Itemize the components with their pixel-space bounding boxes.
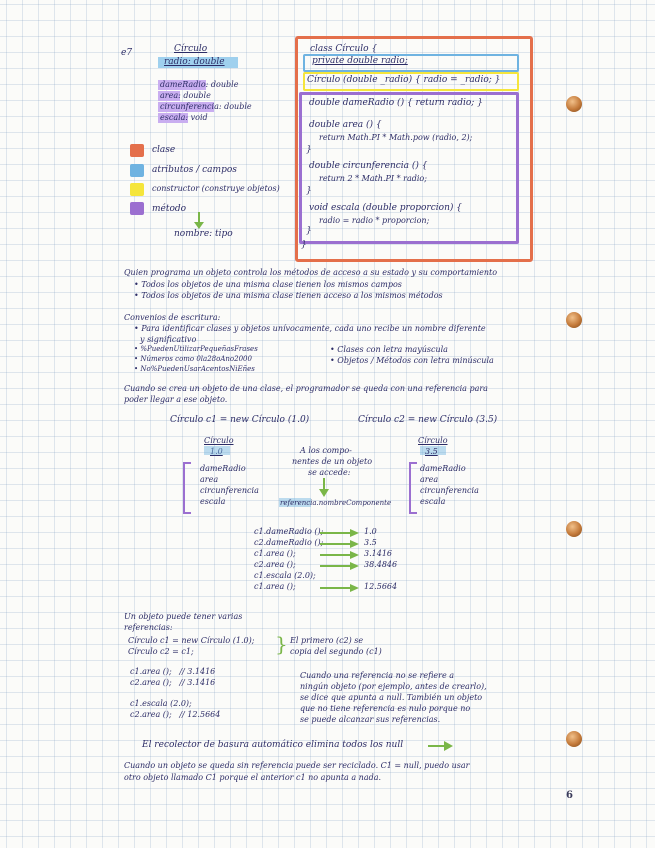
- conventions-bullet: • Números como 0la28oAno2000: [134, 355, 252, 363]
- code-field: private double radio;: [312, 56, 408, 66]
- call-result: 1.0: [364, 527, 377, 536]
- call-result: 3.5: [364, 538, 377, 547]
- object2-method: circunferencia: [420, 486, 479, 495]
- object1-method: escala: [200, 497, 226, 506]
- object2-method: area: [420, 475, 439, 484]
- object1-value: 1.0: [210, 447, 223, 456]
- object1-method: circunferencia: [200, 486, 259, 495]
- method-call: c1.escala (2.0);: [254, 571, 316, 580]
- method-text: area: double: [160, 91, 211, 100]
- legend-note: nombre: tipo: [174, 229, 233, 239]
- object-decl: Círculo c1 = new Círculo (1.0): [170, 415, 310, 425]
- para1-intro: Quien programa un objeto controla los métodos de acceso a su estado y su comportamiento: [124, 268, 498, 277]
- legend-label: método: [152, 204, 187, 214]
- arrow-right-icon: [320, 550, 360, 560]
- method-call: c2.dameRadio ();: [254, 538, 324, 547]
- field-text: radio: double: [164, 57, 225, 67]
- object1-bracket: [183, 462, 191, 514]
- method-text: dameRadio: double: [160, 80, 239, 89]
- legend-swatch-clase: [130, 144, 144, 157]
- arrow-right-icon: [320, 539, 360, 549]
- page-number: 6: [566, 790, 573, 801]
- method-text: escala: void: [160, 113, 208, 122]
- code-method: return Math.PI * Math.pow (radio, 2);: [319, 133, 473, 142]
- object1-method: area: [200, 475, 219, 484]
- code-brace: }: [306, 186, 312, 196]
- object2-name: Círculo: [418, 436, 448, 445]
- method-call: c2.area ();: [254, 560, 296, 569]
- object2-method: escala: [420, 497, 446, 506]
- code-class-decl: class Círculo {: [310, 44, 378, 54]
- arrow-right-icon: [320, 528, 360, 538]
- component-note: referencia.nombreComponente: [280, 499, 392, 507]
- last-text: otro objeto llamado C1 porque el anterior c1 no apunta a nada.: [124, 773, 382, 782]
- legend-swatch-atributos: [130, 164, 144, 177]
- para1-bullet: • Todos los objetos de una misma clase tienen acceso a los mismos métodos: [134, 291, 443, 300]
- para1-bullet: • Todos los objetos de una misma clase tienen los mismos campos: [134, 280, 402, 289]
- refs-brace: }: [275, 632, 288, 656]
- code-method: double dameRadio () { return radio; }: [309, 98, 483, 108]
- conventions-bullet: • No%PuedenUsarAcentosNiEñes: [134, 365, 255, 373]
- punch-hole: [566, 312, 582, 328]
- last-text: Cuando un objeto se queda sin referencia puede ser reciclado. C1 = null, puedo usar: [124, 761, 470, 770]
- legend-swatch-metodo: [130, 202, 144, 215]
- legend-label: clase: [152, 145, 176, 155]
- arrow-right-icon: [320, 583, 360, 593]
- conventions-bullet: • Objetos / Métodos con letra minúscula: [330, 356, 494, 365]
- method-call: c1.area ();: [254, 549, 296, 558]
- code-constructor: Círculo (double _radio) { radio = _radio; }: [307, 75, 501, 85]
- component-note: se accede:: [308, 468, 351, 477]
- refs-call: c2.area (); // 12.5664: [130, 710, 221, 719]
- conventions-bullet: • Clases con letra mayúscula: [330, 345, 448, 354]
- punch-hole: [566, 96, 582, 112]
- refs-title: Un objeto puede tener varias: [124, 612, 243, 621]
- conventions-bullet: • %PuedenUtilizarPequeñasFrases: [134, 345, 258, 353]
- object2-bracket: [409, 462, 417, 514]
- code-brace: }: [306, 145, 312, 155]
- code-method: double circunferencia () {: [309, 161, 428, 171]
- conventions-title: Convenios de escritura:: [124, 313, 221, 322]
- arrow-right-icon: [320, 561, 360, 571]
- legend-label: constructor (construye objetos): [152, 184, 280, 193]
- null-note: se puede alcanzar sus referencias.: [300, 715, 441, 724]
- arrow-right-icon: [428, 740, 454, 752]
- null-note: Cuando una referencia no se refiere a: [300, 671, 455, 680]
- object1-method: dameRadio: [200, 464, 246, 473]
- gc-text: El recolector de basura automático elimina todos los null: [142, 740, 404, 750]
- code-method: double area () {: [309, 120, 382, 130]
- legend-label: atributos / campos: [152, 165, 237, 175]
- component-note: nentes de un objeto: [292, 457, 373, 466]
- conventions-bullet: • Para identificar clases y objetos unívocamente, cada uno recibe un nombre diferente: [134, 324, 486, 333]
- exercise-label: e7: [121, 48, 133, 58]
- method-call: c1.area ();: [254, 582, 296, 591]
- call-result: 12.5664: [364, 582, 398, 591]
- object1-name: Círculo: [204, 436, 234, 445]
- object2-method: dameRadio: [420, 464, 466, 473]
- code-brace: }: [301, 240, 307, 250]
- null-note: se dice que apunta a null. También un objeto: [300, 693, 483, 702]
- null-note: que no tiene referencia es nulo porque no: [300, 704, 471, 713]
- para2-text: poder llegar a ese objeto.: [124, 395, 228, 404]
- code-method: void escala (double proporcion) {: [309, 203, 462, 213]
- object1-value-highlight: [204, 446, 230, 455]
- call-result: 3.1416: [364, 549, 392, 558]
- arrow-down-icon: [192, 212, 206, 230]
- refs-note: El primero (c2) se: [290, 636, 364, 645]
- object2-value: 3.5: [425, 447, 438, 456]
- para2-text: Cuando se crea un objeto de una clase, el programador se queda con una referencia para: [124, 384, 488, 393]
- arrow-down-icon: [317, 478, 331, 498]
- refs-code: Círculo c1 = new Círculo (1.0);: [128, 636, 255, 645]
- refs-call: c1.escala (2.0);: [130, 699, 192, 708]
- method-call: c1.dameRadio ();: [254, 527, 324, 536]
- refs-call: c1.area (); // 3.1416: [130, 667, 216, 676]
- code-method: radio = radio * proporcion;: [319, 216, 430, 225]
- refs-call: c2.area (); // 3.1416: [130, 678, 216, 687]
- object-decl: Círculo c2 = new Círculo (3.5): [358, 415, 498, 425]
- code-method: return 2 * Math.PI * radio;: [319, 174, 427, 183]
- call-result: 38.4846: [364, 560, 398, 569]
- component-note: A los compo-: [300, 446, 352, 455]
- refs-code: Círculo c2 = c1;: [128, 647, 194, 656]
- punch-hole: [566, 731, 582, 747]
- conventions-bullet: y significativo: [140, 335, 197, 344]
- class-title: Círculo: [174, 44, 208, 54]
- legend-swatch-constructor: [130, 183, 144, 196]
- null-note: ningún objeto (por ejemplo, antes de crearlo),: [300, 682, 487, 691]
- method-text: circunferencia: double: [160, 102, 252, 111]
- code-brace: }: [306, 226, 312, 236]
- refs-note: copia del segundo (c1): [290, 647, 382, 656]
- refs-title: referencias:: [124, 623, 173, 632]
- punch-hole: [566, 521, 582, 537]
